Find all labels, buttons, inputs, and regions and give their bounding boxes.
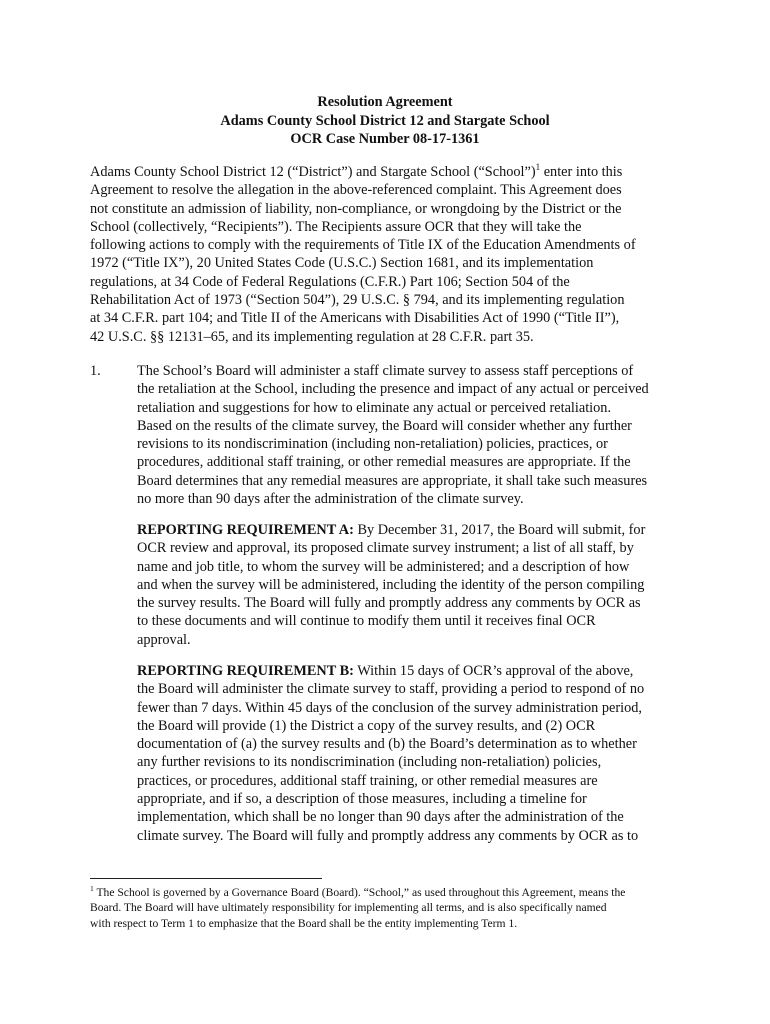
intro-line: following actions to comply with the requirements of Title IX of the Education Amendments of xyxy=(90,237,636,254)
intro-line: Rehabilitation Act of 1973 (“Section 504”), 29 U.S.C. § 794, and its implementing regulation xyxy=(90,292,625,309)
req-b-line: the Board will provide (1) the District a copy of the survey results, and (2) OCR xyxy=(137,717,596,734)
footnote-line: Board. The Board will have ultimately responsibility for implementing all terms, and is also specifically named xyxy=(90,901,607,915)
intro-line-text: Adams County School District 12 (“District”) and Stargate School (“School”) xyxy=(90,164,536,180)
req-b-line: appropriate, and if so, a description of those measures, including a timeline for xyxy=(137,791,587,808)
req-b-line: practices, or procedures, additional staff training, or other remedial measures are xyxy=(137,772,598,789)
intro-line: School (collectively, “Recipients”). The Recipients assure OCR that they will take the xyxy=(90,218,582,235)
req-a-line: name and job title, to whom the survey will be administered; and a description of how xyxy=(137,558,630,575)
title-line-parties: Adams County School District 12 and Stargate School xyxy=(220,112,550,129)
footnote-marker: 1 xyxy=(90,884,94,894)
footnote-line xyxy=(90,885,690,900)
intro-line: regulations, at 34 Code of Federal Regulations (C.F.R.) Part 106; Section 504 of the xyxy=(90,273,570,290)
req-b-line xyxy=(137,662,682,680)
req-b-line: documentation of (a) the survey results and (b) the Board’s determination as to whether xyxy=(137,736,637,753)
req-b-label: REPORTING REQUIREMENT B: xyxy=(137,663,354,679)
item-1-line: procedures, additional staff training, or other remedial measures are appropriate. If the xyxy=(137,454,631,471)
title-line-case-number: OCR Case Number 08-17-1361 xyxy=(290,131,480,147)
req-b-line: climate survey. The Board will fully and promptly address any comments by OCR as to xyxy=(137,827,639,844)
intro-line: Agreement to resolve the allegation in the above-referenced complaint. This Agreement does xyxy=(90,182,622,199)
item-1-line: revisions to its nondiscrimination (including non-retaliation) policies, practices, or xyxy=(137,436,608,453)
intro-line: 42 U.S.C. §§ 12131–65, and its implementing regulation at 28 C.F.R. part 35. xyxy=(90,328,534,345)
req-a-label: REPORTING REQUIREMENT A: xyxy=(137,522,354,538)
req-a-line-text: By December 31, 2017, the Board will submit, for xyxy=(353,522,646,538)
footnote xyxy=(90,885,690,931)
document-title-block xyxy=(0,93,770,149)
req-b-line: any further revisions to its nondiscrimination (including non-retaliation) policies, xyxy=(137,754,602,771)
req-a-line xyxy=(137,521,682,539)
intro-line: not constitute an admission of liability, non-compliance, or wrongdoing by the District or the xyxy=(90,200,622,217)
intro-paragraph xyxy=(90,163,670,346)
item-1-line: the retaliation at the School, including the presence and impact of any actual or perceived xyxy=(137,381,649,398)
item-number: 1. xyxy=(90,363,101,379)
item-1-line: Based on the results of the climate survey, the Board will consider whether any further xyxy=(137,417,632,434)
reporting-requirement-a xyxy=(137,521,682,649)
title-line-agreement: Resolution Agreement xyxy=(317,94,453,110)
req-a-line: to these documents and will continue to modify them until it receives final OCR xyxy=(137,613,596,630)
req-a-line: and when the survey will be administered, including the identity of the person compiling xyxy=(137,576,645,593)
intro-line-text: enter into this xyxy=(540,164,623,180)
intro-line: 1972 (“Title IX”), 20 United States Code (U.S.C.) Section 1681, and its implementation xyxy=(90,255,594,272)
req-b-line: implementation, which shall be no longer than 90 days after the administration of the xyxy=(137,809,624,826)
intro-line xyxy=(90,163,670,181)
footnote-line-text: The School is governed by a Governance Board (Board). “School,” as used throughout this Agreement, means the xyxy=(93,886,626,899)
footnote-line: with respect to Term 1 to emphasize that the Board shall be the entity implementing Term 1. xyxy=(90,916,518,930)
item-1-line: retaliation and suggestions for how to eliminate any actual or perceived retaliation. xyxy=(137,399,612,416)
reporting-requirement-b xyxy=(137,662,682,845)
req-a-line: approval. xyxy=(137,631,191,648)
item-1-line: no more than 90 days after the administration of the climate survey. xyxy=(137,491,524,508)
req-b-line: fewer than 7 days. Within 45 days of the conclusion of the survey administration period, xyxy=(137,699,642,716)
intro-line: at 34 C.F.R. part 104; and Title II of the Americans with Disabilities Act of 1990 (“Title II”), xyxy=(90,310,620,327)
req-b-line: the Board will administer the climate survey to staff, providing a period to respond of no xyxy=(137,681,645,698)
item-1-paragraph xyxy=(137,362,682,508)
item-1-line: The School’s Board will administer a staff climate survey to assess staff perceptions of xyxy=(137,363,634,379)
footnote-divider xyxy=(90,878,322,879)
req-b-line-text: Within 15 days of OCR’s approval of the above, xyxy=(353,663,634,679)
item-1-line: Board determines that any remedial measures are appropriate, it shall take such measures xyxy=(137,472,648,489)
req-a-line: the survey results. The Board will fully and promptly address any comments by OCR as xyxy=(137,595,641,612)
footnote-reference: 1 xyxy=(535,162,541,173)
req-a-line: OCR review and approval, its proposed climate survey instrument; a list of all staff, by xyxy=(137,540,634,557)
